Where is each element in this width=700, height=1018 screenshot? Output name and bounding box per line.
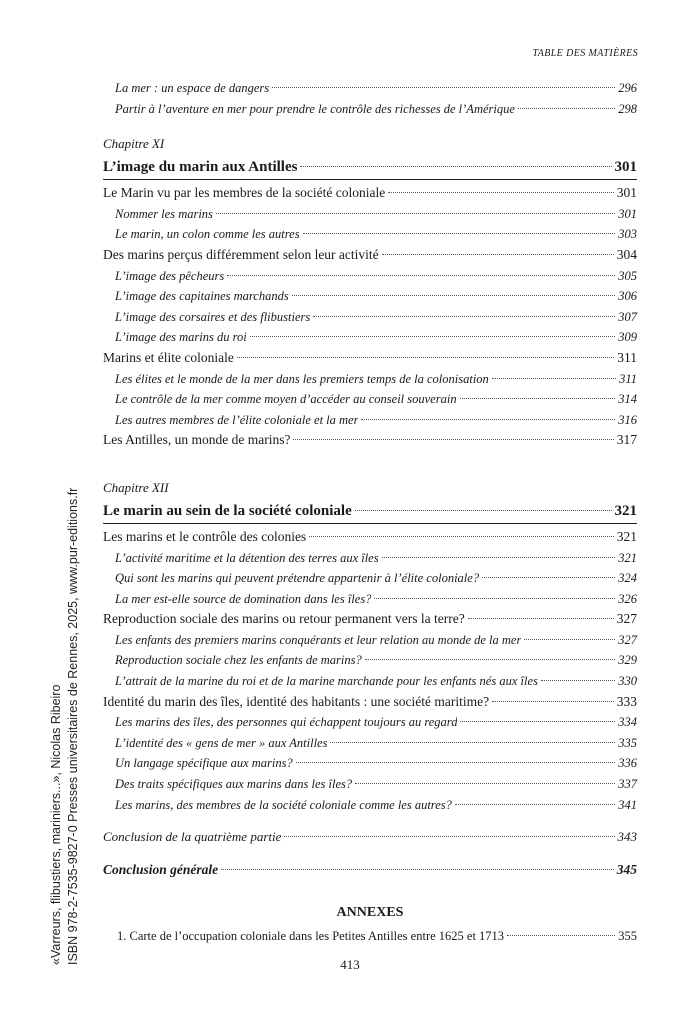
chapter-title[interactable] (103, 499, 637, 524)
annex-entry[interactable] (103, 926, 637, 947)
toc-subsection-entry[interactable] (103, 589, 637, 610)
toc-entry-title: Marins et élite coloniale (103, 349, 234, 365)
toc-subsection-entry[interactable] (103, 733, 637, 754)
leader-dots (296, 762, 615, 763)
toc-subsection-entry[interactable] (103, 671, 637, 692)
leader-dots (330, 742, 615, 743)
toc-entry-page: 307 (618, 309, 637, 324)
toc-entry-page: 355 (618, 929, 637, 944)
toc-entry-page: 321 (618, 550, 637, 565)
toc-entry-title: Les enfants des premiers marins conquérants et leur relation au monde de la mer (115, 632, 522, 647)
leader-dots (284, 836, 614, 837)
toc-subsection-entry[interactable] (103, 630, 637, 651)
toc-entry-title: L’image des marins du roi (115, 330, 247, 345)
toc-entry-page: 327 (618, 632, 637, 647)
chapter-title-page: 301 (614, 159, 637, 176)
toc-entry-page: 301 (616, 185, 637, 201)
leader-dots (524, 639, 615, 640)
toc-entry-title: Conclusion de la quatrième partie (103, 829, 282, 845)
toc-entry-page: 330 (618, 674, 637, 689)
leader-dots (292, 295, 616, 296)
toc-entry-title: Le Marin vu par les membres de la société coloniale (103, 185, 386, 201)
toc-subsection-entry[interactable] (103, 410, 637, 431)
toc-subsection-entry[interactable] (103, 650, 637, 671)
toc-subsection-entry[interactable] (103, 753, 637, 774)
toc-entry-page: 317 (616, 432, 637, 448)
toc-subsection-entry[interactable] (103, 712, 637, 733)
leader-dots (361, 419, 615, 420)
toc-entry-title: Reproduction sociale des marins ou retour permanent vers la terre? (103, 611, 465, 627)
toc-entry-title: Partir à l’aventure en mer pour prendre le contrôle des richesses de l’Amérique (115, 101, 515, 116)
toc-section-entry[interactable] (103, 245, 637, 266)
toc-subsection-entry[interactable] (103, 568, 637, 589)
leader-dots (460, 721, 615, 722)
leader-dots (541, 680, 615, 681)
chapter-label: Chapitre XI (103, 136, 165, 152)
toc-entry-page: 333 (616, 693, 637, 709)
toc-subsection-entry[interactable] (103, 548, 637, 569)
leader-dots (303, 233, 616, 234)
leader-dots (272, 87, 615, 88)
toc-subsection-entry[interactable] (103, 774, 637, 795)
toc-entry-title: Le marin, un colon comme les autres (115, 227, 300, 242)
toc-subsection-entry[interactable] (103, 266, 637, 287)
side-credit (48, 488, 82, 965)
toc-entry-page: 311 (619, 371, 637, 386)
chapter-title-text: Le marin au sein de la société coloniale (103, 502, 352, 519)
toc-section-entry[interactable] (103, 430, 637, 451)
toc-entry-title: Un langage spécifique aux marins? (115, 756, 293, 771)
toc-entry-title: L’image des pêcheurs (115, 268, 225, 283)
toc-entry-page: 326 (618, 591, 637, 606)
toc-subsection-entry[interactable] (103, 369, 637, 390)
toc-entry-title: L’identité des « gens de mer » aux Antilles (115, 735, 328, 750)
page-number: 413 (340, 957, 360, 972)
leader-dots (492, 378, 616, 379)
leader-dots (455, 804, 615, 805)
side-credit-line1: «Varreurs, flibustiers, mariniers...», Nicolas Ribeiro (49, 684, 63, 965)
toc-entry-title: Les élites et le monde de la mer dans les premiers temps de la colonisation (115, 371, 489, 386)
toc-subsection-entry[interactable] (103, 389, 637, 410)
toc-entry-page: 314 (618, 392, 637, 407)
leader-dots (518, 108, 615, 109)
toc-entry-page: 329 (618, 653, 637, 668)
toc-entry-title: Conclusion générale (103, 861, 219, 877)
leader-dots (216, 213, 615, 214)
toc-subsection-entry[interactable] (103, 795, 637, 816)
toc-entry-page: 296 (618, 81, 637, 95)
toc-entry-title: Identité du marin des îles, identité des habitants : une société maritime? (103, 693, 490, 709)
leader-dots (227, 275, 615, 276)
toc-entry-title: Les Antilles, un monde de marins? (103, 432, 291, 448)
conclusion-general-entry[interactable] (103, 860, 637, 881)
toc-subsection-entry[interactable] (103, 224, 637, 245)
chapter-title-text: L’image du marin aux Antilles (103, 159, 298, 176)
leader-dots (237, 357, 614, 358)
toc-entry-title: Le contrôle de la mer comme moyen d’accéder au conseil souverain (115, 392, 457, 407)
toc-entry-page: 341 (618, 797, 637, 812)
toc-entry-page: 345 (616, 861, 637, 877)
toc-entry-page: 316 (618, 412, 637, 427)
toc-entry-page: 336 (618, 756, 637, 771)
toc-entry-title: Les marins des îles, des personnes qui échappent toujours au regard (115, 715, 458, 730)
leader-dots (492, 701, 614, 702)
toc-entry-title: Les marins et le contrôle des colonies (103, 528, 307, 544)
toc-entry-page: 327 (616, 611, 637, 627)
toc-entry-title: La mer est-elle source de domination dans les îles? (115, 591, 372, 606)
toc-entry-title: Qui sont les marins qui peuvent prétendre appartenir à l’élite coloniale? (115, 571, 480, 586)
leader-dots (309, 536, 614, 537)
conclusion-part-entry[interactable] (103, 827, 637, 848)
toc-entry-title: Les autres membres de l’élite coloniale et la mer (115, 412, 359, 427)
leader-dots (482, 577, 615, 578)
leader-dots (355, 783, 615, 784)
toc-subsection-entry[interactable] (103, 327, 637, 348)
leader-dots (507, 935, 615, 936)
leader-dots (355, 510, 612, 511)
toc-entry-title: La mer : un espace de dangers (115, 81, 270, 95)
toc-entry-title: Les marins, des membres de la société coloniale comme les autres? (115, 797, 452, 812)
toc-section-entry[interactable] (103, 183, 637, 204)
toc-entry-title: L’activité maritime et la détention des terres aux îles (115, 550, 379, 565)
toc-entry-page: 321 (616, 528, 637, 544)
toc-entry-page: 303 (618, 227, 637, 242)
toc-entry-page: 324 (618, 571, 637, 586)
leader-dots (382, 557, 616, 558)
leader-dots (313, 316, 615, 317)
toc-section-entry[interactable] (103, 692, 637, 713)
leader-dots (300, 166, 611, 167)
chapter-label: Chapitre XII (103, 479, 169, 495)
toc-entry-title: Reproduction sociale chez les enfants de marins? (115, 653, 362, 668)
toc-entry-page: 334 (618, 715, 637, 730)
toc-entry-page: 298 (618, 101, 637, 116)
chapter-entries (103, 183, 637, 451)
toc-entry-page: 305 (618, 268, 637, 283)
toc-entry-page: 301 (618, 206, 637, 221)
leader-dots (388, 192, 613, 193)
leader-dots (221, 869, 614, 870)
toc-entry-page: 304 (616, 246, 637, 262)
toc-subsection-entry[interactable] (103, 307, 637, 328)
chapter-title-page: 321 (614, 502, 637, 519)
toc-section-entry[interactable] (103, 609, 637, 630)
running-head: TABLE DES MATIÈRES (532, 48, 638, 59)
toc-entry-page: 309 (618, 330, 637, 345)
toc-entry-title: Des marins perçus différemment selon leur activité (103, 246, 379, 262)
toc-entry-page: 311 (617, 349, 637, 365)
toc-entry-title: L’image des capitaines marchands (115, 289, 289, 304)
leader-dots (460, 398, 616, 399)
toc-entry-title: L’attrait de la marine du roi et de la marine marchande pour les enfants nés aux îles (115, 674, 538, 689)
toc-entry-page: 306 (618, 289, 637, 304)
toc-entry-title: Nommer les marins (115, 206, 213, 221)
toc-entry[interactable] (103, 99, 637, 120)
leader-dots (374, 598, 615, 599)
chapter-entries (103, 527, 637, 815)
toc-section-entry[interactable] (103, 527, 637, 548)
table-of-contents (103, 78, 637, 947)
toc-entry-title: L’image des corsaires et des flibustiers (115, 309, 311, 324)
toc-entry[interactable] (103, 78, 637, 99)
toc-entry-page: 343 (617, 829, 637, 845)
leader-dots (468, 618, 614, 619)
toc-entry-page: 335 (618, 735, 637, 750)
toc-section-entry[interactable] (103, 348, 637, 369)
annexes-heading: ANNEXES (336, 905, 404, 921)
leader-dots (250, 336, 616, 337)
leader-dots (365, 659, 616, 660)
toc-entry-title: 1. Carte de l’occupation coloniale dans les Petites Antilles entre 1625 et 1713 (117, 929, 505, 944)
leader-dots (293, 439, 613, 440)
toc-subsection-entry[interactable] (103, 286, 637, 307)
leader-dots (382, 254, 614, 255)
toc-entry-page: 337 (618, 777, 637, 792)
toc-subsection-entry[interactable] (103, 204, 637, 225)
toc-entry-title: Des traits spécifiques aux marins dans les îles? (115, 777, 353, 792)
chapter-title[interactable] (103, 155, 637, 180)
side-credit-line2: ISBN 978-2-7535-9827-0 Presses universitaires de Rennes, 2025, www.pur-editions.fr (66, 487, 80, 965)
